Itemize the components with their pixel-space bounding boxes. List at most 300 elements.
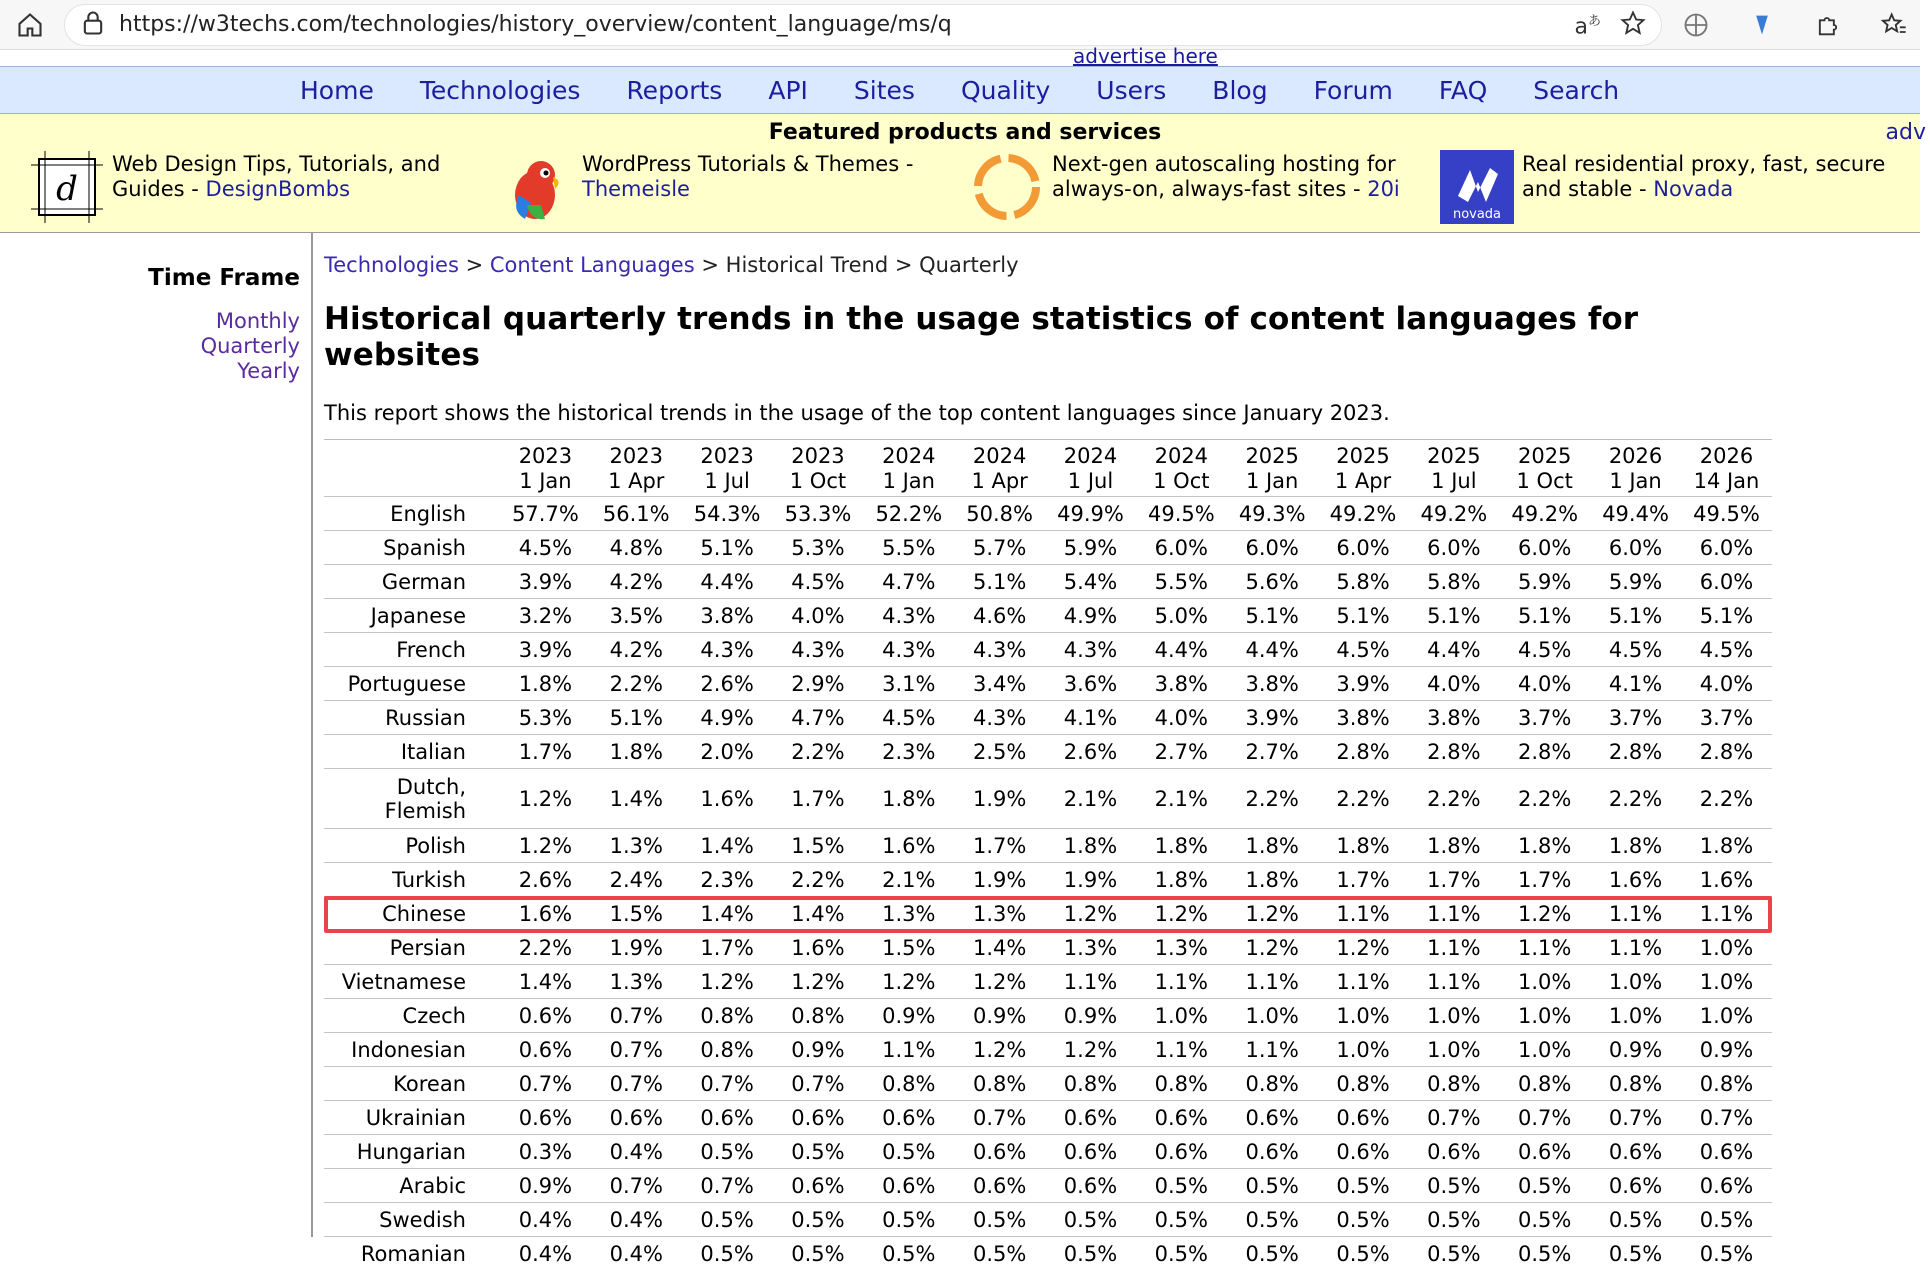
row-language <box>324 897 500 931</box>
table-cell: 1.0% <box>1590 965 1681 999</box>
table-cell: 1.5% <box>773 829 864 863</box>
nav-api[interactable]: API <box>768 75 808 105</box>
extension-circle-icon[interactable] <box>1680 9 1712 41</box>
table-cell: 1.2% <box>1318 931 1409 965</box>
table-cell: 1.8% <box>1499 829 1590 863</box>
designbombs-logo-letter: d <box>56 169 78 209</box>
row-language-label: Ukrainian <box>365 1105 466 1130</box>
table-cell: 2.2% <box>1408 769 1499 829</box>
featured-text-2: WordPress Tutorials & Themes - <box>582 152 914 176</box>
column-year: 2023 <box>791 444 845 468</box>
table-cell: 0.7% <box>591 1067 682 1101</box>
table-cell: 1.2% <box>1499 897 1590 931</box>
favorites-icon[interactable] <box>1878 9 1910 41</box>
time-frame-monthly-link[interactable]: Monthly <box>215 309 300 333</box>
row-language <box>324 829 500 863</box>
table-cell: 2.8% <box>1590 735 1681 769</box>
table-cell: 49.2% <box>1408 497 1499 531</box>
column-date: 1 Apr <box>1334 469 1392 493</box>
featured-text-3: Next-gen autoscaling hosting for always-on, always-fast sites - <box>1052 152 1396 201</box>
table-cell: 49.2% <box>1499 497 1590 531</box>
table-cell: 1.1% <box>1408 897 1499 931</box>
featured-text-1: Web Design Tips, Tutorials, and Guides - <box>112 152 441 201</box>
page-description: This report shows the historical trends in the usage of the top content languages since January 2023. <box>324 401 1390 425</box>
table-cell: 0.5% <box>773 1135 864 1169</box>
table-cell: 52.2% <box>863 497 954 531</box>
table-cell: 1.8% <box>1590 829 1681 863</box>
row-language <box>324 863 500 897</box>
column-year: 2025 <box>1245 444 1299 468</box>
table-cell: 1.0% <box>1681 999 1772 1033</box>
table-cell: 1.1% <box>1590 931 1681 965</box>
table-cell: 0.6% <box>954 1135 1045 1169</box>
row-language-label: Portuguese <box>347 671 466 696</box>
table-cell: 0.5% <box>773 1203 864 1237</box>
table-cell: 0.8% <box>954 1067 1045 1101</box>
table-cell: 5.1% <box>1590 599 1681 633</box>
table-cell: 6.0% <box>1499 531 1590 565</box>
table-cell: 1.2% <box>500 769 591 829</box>
table-cell: 0.5% <box>1318 1203 1409 1237</box>
table-cell: 0.7% <box>1681 1101 1772 1135</box>
table-cell: 5.9% <box>1499 565 1590 599</box>
table-row <box>324 735 1772 769</box>
themeisle-link[interactable]: Themeisle <box>582 177 690 201</box>
column-date: 1 Apr <box>971 469 1028 493</box>
novada-link[interactable]: Novada <box>1653 177 1734 201</box>
column-date: 1 Jan <box>519 469 572 493</box>
table-row <box>324 599 1772 633</box>
column-header <box>1681 440 1772 497</box>
column-date: 1 Jul <box>704 469 750 493</box>
column-header <box>1045 440 1136 497</box>
table-cell: 1.2% <box>1045 1033 1136 1067</box>
table-cell: 2.6% <box>1045 735 1136 769</box>
table-cell: 0.6% <box>1045 1135 1136 1169</box>
table-cell: 0.8% <box>1681 1067 1772 1101</box>
table-cell: 4.6% <box>954 599 1045 633</box>
table-cell: 4.2% <box>591 633 682 667</box>
table-cell: 2.8% <box>1499 735 1590 769</box>
table-cell: 0.8% <box>682 1033 773 1067</box>
table-cell: 4.7% <box>773 701 864 735</box>
column-year: 2025 <box>1427 444 1481 468</box>
table-cell: 5.1% <box>1681 599 1772 633</box>
table-cell: 2.8% <box>1408 735 1499 769</box>
table-cell: 3.9% <box>500 633 591 667</box>
featured-adv-link[interactable]: adv <box>1885 120 1926 145</box>
row-language-label: Arabic <box>399 1173 466 1198</box>
column-year: 2024 <box>1063 444 1118 468</box>
column-year: 2024 <box>882 444 936 468</box>
table-cell: 0.8% <box>1045 1067 1136 1101</box>
table-cell: 2.2% <box>1681 769 1772 829</box>
table-cell: 4.3% <box>1045 633 1136 667</box>
table-cell: 0.4% <box>500 1203 591 1237</box>
table-cell: 0.6% <box>1590 1169 1681 1203</box>
main-area <box>0 233 1920 1266</box>
table-row <box>324 1169 1772 1203</box>
table-cell: 1.4% <box>682 829 773 863</box>
breadcrumb-technologies[interactable]: Technologies <box>324 253 459 277</box>
row-language-label: Spanish <box>383 535 466 560</box>
row-language-label: Flemish <box>384 798 466 823</box>
nav-home[interactable]: Home <box>300 75 374 105</box>
table-cell: 0.9% <box>863 999 954 1033</box>
table-cell: 1.5% <box>863 931 954 965</box>
table-cell: 4.5% <box>1499 633 1590 667</box>
column-year: 2024 <box>1154 444 1209 468</box>
table-cell: 0.7% <box>500 1067 591 1101</box>
table-cell: 4.2% <box>591 565 682 599</box>
featured-products <box>0 114 1926 233</box>
table-cell: 1.0% <box>1136 999 1227 1033</box>
row-language <box>324 769 500 829</box>
table-cell: 3.8% <box>1408 701 1499 735</box>
table-cell: 0.5% <box>863 1135 954 1169</box>
designbombs-logo[interactable] <box>30 150 104 224</box>
table-cell: 1.7% <box>500 735 591 769</box>
table-cell: 0.7% <box>682 1067 773 1101</box>
table-cell: 0.6% <box>1045 1169 1136 1203</box>
table-cell: 1.7% <box>773 769 864 829</box>
nav-forum[interactable]: Forum <box>1313 75 1393 105</box>
lock-icon[interactable] <box>79 9 107 41</box>
table-cell: 0.6% <box>500 1101 591 1135</box>
row-language <box>324 1237 500 1271</box>
table-cell: 1.1% <box>1318 965 1409 999</box>
table-row <box>324 999 1772 1033</box>
row-language-label: German <box>381 569 466 594</box>
extension-blue-icon[interactable] <box>1746 9 1778 41</box>
table-cell: 1.7% <box>1318 863 1409 897</box>
table-cell: 2.6% <box>500 863 591 897</box>
table-cell: 4.3% <box>863 599 954 633</box>
table-cell: 0.8% <box>682 999 773 1033</box>
table-cell: 4.4% <box>1136 633 1227 667</box>
table-cell: 6.0% <box>1318 531 1409 565</box>
table-cell: 1.6% <box>1681 863 1772 897</box>
row-language-label: Persian <box>389 935 466 960</box>
table-cell: 0.7% <box>1499 1101 1590 1135</box>
table-cell: 1.1% <box>1045 965 1136 999</box>
table-cell: 3.7% <box>1499 701 1590 735</box>
table-cell: 4.7% <box>863 565 954 599</box>
table-cell: 0.5% <box>1408 1203 1499 1237</box>
row-language-label: Korean <box>393 1071 466 1096</box>
table-cell: 2.4% <box>591 863 682 897</box>
table-cell: 0.7% <box>682 1169 773 1203</box>
table-cell: 0.5% <box>954 1203 1045 1237</box>
table-cell: 5.7% <box>954 531 1045 565</box>
table-cell: 0.4% <box>591 1237 682 1271</box>
table-cell: 1.8% <box>863 769 954 829</box>
table-cell: 1.4% <box>591 769 682 829</box>
table-cell: 0.7% <box>773 1067 864 1101</box>
table-cell: 4.3% <box>863 633 954 667</box>
table-cell: 0.5% <box>682 1135 773 1169</box>
table-cell: 0.9% <box>954 999 1045 1033</box>
column-header <box>863 440 954 497</box>
table-cell: 0.6% <box>500 999 591 1033</box>
table-row <box>324 1135 1772 1169</box>
table-cell: 1.9% <box>1045 863 1136 897</box>
nav-blog[interactable]: Blog <box>1212 75 1268 105</box>
nav-sites[interactable]: Sites <box>853 75 915 105</box>
table-cell: 5.1% <box>682 531 773 565</box>
table-row <box>324 1101 1772 1135</box>
table-cell: 3.9% <box>1227 701 1318 735</box>
table-cell: 4.9% <box>1045 599 1136 633</box>
table-cell: 2.8% <box>1681 735 1772 769</box>
table-cell: 5.3% <box>773 531 864 565</box>
table-cell: 5.8% <box>1318 565 1409 599</box>
table-cell: 3.9% <box>1318 667 1409 701</box>
row-language <box>324 1135 500 1169</box>
content <box>324 233 1774 1271</box>
table-cell: 1.5% <box>591 897 682 931</box>
table-cell: 4.5% <box>1681 633 1772 667</box>
table-cell: 2.2% <box>773 735 864 769</box>
table-cell: 1.8% <box>500 667 591 701</box>
table-cell: 4.4% <box>682 565 773 599</box>
column-date: 1 Jul <box>1431 469 1477 493</box>
table-cell: 4.5% <box>863 701 954 735</box>
novada-logo[interactable] <box>1440 150 1514 224</box>
column-header <box>500 440 591 497</box>
table-cell: 49.9% <box>1045 497 1136 531</box>
column-header <box>773 440 864 497</box>
table-cell: 1.1% <box>1408 931 1499 965</box>
breadcrumb-separator: > <box>465 253 484 277</box>
table-cell: 56.1% <box>591 497 682 531</box>
trend-table <box>324 439 1772 1271</box>
column-header <box>1408 440 1499 497</box>
table-cell: 0.4% <box>500 1237 591 1271</box>
table-cell: 4.1% <box>1045 701 1136 735</box>
row-language <box>324 565 500 599</box>
table-cell: 1.2% <box>954 1033 1045 1067</box>
table-cell: 0.5% <box>1136 1237 1227 1271</box>
table-cell: 2.1% <box>863 863 954 897</box>
column-year: 2023 <box>518 444 573 468</box>
table-cell: 0.8% <box>1227 1067 1318 1101</box>
table-cell: 1.7% <box>682 931 773 965</box>
table-cell: 3.2% <box>500 599 591 633</box>
table-row <box>324 1067 1772 1101</box>
table-row <box>324 1203 1772 1237</box>
table-cell: 5.1% <box>1408 599 1499 633</box>
nav-reports[interactable]: Reports <box>626 75 723 105</box>
column-date: 1 Oct <box>1153 469 1210 493</box>
table-cell: 0.5% <box>682 1237 773 1271</box>
table-cell: 1.0% <box>1227 999 1318 1033</box>
row-language-label: Turkish <box>392 867 466 892</box>
column-year: 2026 <box>1699 444 1754 468</box>
table-cell: 5.9% <box>1045 531 1136 565</box>
table-cell: 0.5% <box>1408 1169 1499 1203</box>
table-cell: 0.5% <box>1499 1237 1590 1271</box>
address-bar[interactable] <box>64 4 1662 46</box>
table-cell: 1.0% <box>1408 999 1499 1033</box>
table-cell: 1.6% <box>682 769 773 829</box>
main-nav <box>0 66 1920 114</box>
table-cell: 0.5% <box>863 1203 954 1237</box>
table-cell: 53.3% <box>773 497 864 531</box>
extensions-puzzle-icon[interactable] <box>1812 9 1844 41</box>
table-cell: 49.2% <box>1318 497 1409 531</box>
20i-link[interactable]: 20i <box>1367 177 1400 201</box>
favorite-star-icon[interactable] <box>1619 9 1647 41</box>
row-language <box>324 701 500 735</box>
table-cell: 0.7% <box>954 1101 1045 1135</box>
table-cell: 0.6% <box>863 1169 954 1203</box>
table-row <box>324 863 1772 897</box>
row-language-label: Indonesian <box>351 1037 466 1062</box>
table-cell: 49.5% <box>1136 497 1227 531</box>
header-language <box>324 440 500 497</box>
table-cell: 0.6% <box>591 1101 682 1135</box>
table-cell: 5.1% <box>591 701 682 735</box>
featured-item-20i[interactable] <box>970 150 1440 224</box>
column-header <box>682 440 773 497</box>
breadcrumb-separator: > <box>701 253 719 277</box>
table-cell: 0.5% <box>1136 1169 1227 1203</box>
table-cell: 1.3% <box>863 897 954 931</box>
table-cell: 4.5% <box>500 531 591 565</box>
row-language-label: Japanese <box>370 603 466 628</box>
table-cell: 1.7% <box>1499 863 1590 897</box>
featured-title: Featured products and services <box>768 120 1162 145</box>
table-cell: 1.2% <box>954 965 1045 999</box>
featured-item-themeisle[interactable] <box>500 150 970 224</box>
table-cell: 1.1% <box>1318 897 1409 931</box>
column-date: 14 Jan <box>1693 469 1760 493</box>
table-cell: 2.9% <box>773 667 864 701</box>
table-cell: 1.2% <box>1227 897 1318 931</box>
table-cell: 3.8% <box>1227 667 1318 701</box>
time-frame-yearly-link[interactable]: Yearly <box>237 359 300 383</box>
url-text[interactable]: https://w3techs.com/technologies/history_overview/content_language/ms/q <box>119 12 952 37</box>
table-cell: 3.8% <box>1136 667 1227 701</box>
table-cell: 0.9% <box>500 1169 591 1203</box>
table-row <box>324 497 1772 531</box>
table-cell: 1.8% <box>1227 829 1318 863</box>
table-cell: 1.3% <box>1136 931 1227 965</box>
table-row <box>324 965 1772 999</box>
table-cell: 54.3% <box>682 497 773 531</box>
featured-item-designbombs[interactable] <box>30 150 500 224</box>
table-cell: 4.0% <box>1499 667 1590 701</box>
themeisle-parrot-logo[interactable] <box>500 150 574 224</box>
row-language-label: Dutch, <box>396 774 466 799</box>
advertise-strip <box>0 44 1920 68</box>
table-cell: 5.5% <box>863 531 954 565</box>
table-cell: 5.3% <box>500 701 591 735</box>
table-cell: 0.7% <box>591 1169 682 1203</box>
table-cell: 1.8% <box>1045 829 1136 863</box>
table-cell: 4.0% <box>773 599 864 633</box>
table-cell: 3.6% <box>1045 667 1136 701</box>
row-language-label: Romanian <box>360 1241 466 1266</box>
row-language <box>324 1101 500 1135</box>
table-cell: 1.3% <box>1045 931 1136 965</box>
table-cell: 1.0% <box>1499 999 1590 1033</box>
nav-search[interactable]: Search <box>1533 75 1620 105</box>
table-cell: 0.7% <box>1408 1101 1499 1135</box>
time-frame-quarterly-link[interactable]: Quarterly <box>200 334 300 358</box>
nav-quality[interactable]: Quality <box>960 75 1051 105</box>
column-header <box>1318 440 1409 497</box>
table-cell: 1.8% <box>1136 829 1227 863</box>
row-language-label: Czech <box>402 1003 466 1028</box>
20i-ring-logo[interactable] <box>970 150 1044 224</box>
table-cell: 5.1% <box>954 565 1045 599</box>
breadcrumb-historical-trend: Historical Trend <box>725 253 889 277</box>
table-cell: 0.6% <box>500 1033 591 1067</box>
table-cell: 4.8% <box>591 531 682 565</box>
table-row <box>324 667 1772 701</box>
table-cell: 1.8% <box>1681 829 1772 863</box>
nav-faq[interactable]: FAQ <box>1438 75 1488 105</box>
table-cell: 1.7% <box>954 829 1045 863</box>
table-cell: 6.0% <box>1681 565 1772 599</box>
table-cell: 3.7% <box>1681 701 1772 735</box>
table-cell: 0.6% <box>1045 1101 1136 1135</box>
table-cell: 1.8% <box>591 735 682 769</box>
table-cell: 1.2% <box>682 965 773 999</box>
table-cell: 0.5% <box>1408 1237 1499 1271</box>
table-cell: 0.5% <box>773 1237 864 1271</box>
table-cell: 1.0% <box>1318 1033 1409 1067</box>
table-cell: 0.5% <box>1227 1169 1318 1203</box>
table-row <box>324 701 1772 735</box>
table-cell: 0.6% <box>863 1101 954 1135</box>
nav-technologies[interactable]: Technologies <box>419 75 581 105</box>
table-cell: 0.6% <box>1318 1101 1409 1135</box>
table-cell: 0.9% <box>1045 999 1136 1033</box>
table-cell: 0.5% <box>682 1203 773 1237</box>
column-year: 2024 <box>972 444 1027 468</box>
table-cell: 0.5% <box>1590 1203 1681 1237</box>
nav-users[interactable]: Users <box>1096 75 1167 105</box>
table-row <box>324 769 1772 829</box>
featured-item-novada[interactable] <box>1440 150 1920 224</box>
row-language <box>324 999 500 1033</box>
home-icon[interactable] <box>10 5 50 45</box>
row-language-label: Italian <box>400 739 466 764</box>
table-cell: 0.6% <box>1136 1101 1227 1135</box>
table-cell: 0.8% <box>773 999 864 1033</box>
table-cell: 0.5% <box>1045 1203 1136 1237</box>
table-cell: 1.2% <box>500 829 591 863</box>
table-cell: 0.7% <box>591 999 682 1033</box>
row-language <box>324 931 500 965</box>
read-aloud-icon[interactable]: $a^あ$ <box>1574 13 1601 40</box>
breadcrumb-content-languages[interactable]: Content Languages <box>489 253 695 277</box>
designbombs-link[interactable]: DesignBombs <box>205 177 351 201</box>
row-language <box>324 1203 500 1237</box>
table-cell: 2.3% <box>863 735 954 769</box>
table-cell: 2.2% <box>1590 769 1681 829</box>
table-cell: 0.5% <box>1681 1237 1772 1271</box>
table-cell: 50.8% <box>954 497 1045 531</box>
column-date: 1 Oct <box>1516 469 1573 493</box>
table-cell: 1.7% <box>1408 863 1499 897</box>
table-cell: 1.9% <box>591 931 682 965</box>
advertise-link[interactable]: advertise here <box>1073 44 1218 68</box>
table-cell: 49.4% <box>1590 497 1681 531</box>
